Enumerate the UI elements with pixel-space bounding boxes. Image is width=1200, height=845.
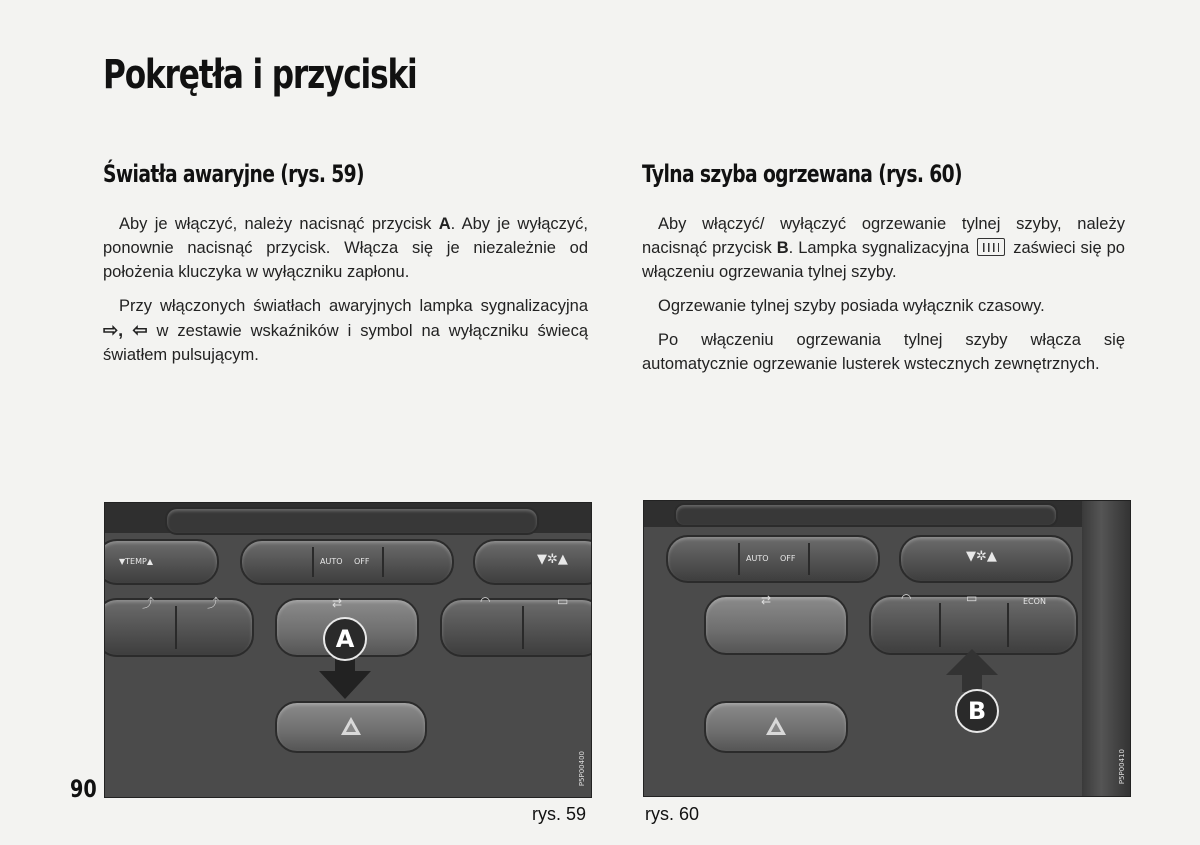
text-run: Aby włączyć/ wyłączyć ogrzewanie tylnej szyby, należy nacisnąć przycisk [642, 215, 1125, 257]
auto-label: AUTO [746, 554, 769, 563]
hazard-triangle-icon [766, 717, 786, 735]
figure-60-caption: rys. 60 [645, 804, 700, 824]
vent-slot [165, 507, 539, 535]
econ-label: ECON [1023, 597, 1046, 606]
section-hazard-lights [103, 160, 588, 377]
divider [522, 606, 524, 649]
rear-defrost-icon: ▭ [557, 594, 569, 608]
button-reference-a: A [438, 215, 451, 233]
rear-defrost-icon: ▭ [966, 591, 978, 605]
text-run: w zestawie wskaźników i symbol na wyłączniku świecą światłem pulsującym. [103, 322, 588, 364]
paragraph-hazard-1 [103, 212, 588, 284]
callout-a: A [323, 617, 367, 661]
recirculation-icon: ⇄ [332, 596, 343, 610]
hazard-button [704, 701, 848, 753]
off-label: OFF [354, 557, 370, 566]
paragraph-hazard-2 [103, 294, 588, 367]
off-label: OFF [780, 554, 796, 563]
rear-defrost-icon [977, 238, 1005, 256]
fan-label: ▼✲▲ [537, 552, 568, 567]
section-heading-hazard: Światła awaryjne (rys. 59) [103, 160, 364, 188]
fan-label: ▼✲▲ [966, 549, 997, 564]
divider [382, 547, 384, 577]
auto-off-button [666, 535, 880, 583]
paragraph-rear-2: Ogrzewanie tylnej szyby posiada wyłącznik czasowy. [658, 297, 1045, 315]
auto-off-button [240, 539, 454, 585]
divider [312, 547, 314, 577]
figure-59-caption: rys. 59 [532, 804, 587, 824]
defrost-econ-buttons [869, 591, 1078, 655]
text-run: Aby je włączyć, należy nacisnąć przycisk [119, 215, 439, 233]
figure-code: P5P00400 [578, 751, 586, 787]
page-title: Pokrętła i przyciski [103, 52, 417, 98]
divider [939, 603, 941, 647]
vent-slot [674, 503, 1058, 527]
page-number: 90 [70, 775, 97, 803]
text-run: Przy włączonych światłach awaryjnych lampka sygnalizacyjna [119, 297, 588, 315]
front-defrost-icon: ◠ [901, 591, 912, 605]
divider [738, 543, 740, 575]
divider [1007, 603, 1009, 647]
figure-59-photo [104, 502, 592, 798]
defrost-buttons [440, 594, 592, 657]
arrow-down-icon [319, 671, 371, 699]
temp-button [104, 539, 219, 585]
hazard-triangle-icon [341, 717, 361, 735]
divider [808, 543, 810, 575]
hazard-button [275, 701, 427, 753]
front-defrost-icon: ◠ [480, 594, 491, 608]
divider [175, 606, 177, 649]
recirculation-icon: ⇄ [761, 593, 772, 607]
fan-button [473, 539, 592, 585]
seat-heat-icon: ⤴ [142, 596, 155, 610]
figure-60-photo [643, 500, 1131, 797]
button-reference-b: B [776, 239, 789, 257]
figure-code: P5P00410 [1118, 749, 1126, 785]
seat-heat-icon: ⤴ [207, 596, 220, 610]
callout-b: B [955, 689, 999, 733]
turn-signal-arrows-icon: ⇨, ⇦ [103, 320, 148, 340]
section-heading-rear-window: Tylna szyba ogrzewana (rys. 60) [642, 160, 962, 188]
seat-buttons [104, 598, 254, 657]
text-run: zaświeci się po włączeniu ogrzewania tylnej szyby. [642, 239, 1125, 281]
auto-label: AUTO [320, 557, 343, 566]
paragraph-rear-3: Po włączeniu ogrzewania tylnej szyby włącza się automatycznie ogrzewanie lusterek wstecznych zewnętrznych. [642, 331, 1125, 373]
section-rear-window-heating [642, 160, 1125, 386]
arrow-up-icon [946, 649, 998, 675]
recirculation-button [704, 595, 848, 655]
temp-label: ▼TEMP▲ [119, 557, 153, 566]
fan-button [899, 535, 1073, 583]
text-run: . Aby je wyłączyć, ponownie nacisnąć przycisk. Włącza się je niezależnie od położenia kluczyka w wyłączniku zapłonu. [103, 215, 589, 281]
paragraph-rear-1 [642, 212, 1125, 284]
text-run: . Lampka sygnalizacyjna [788, 239, 975, 257]
